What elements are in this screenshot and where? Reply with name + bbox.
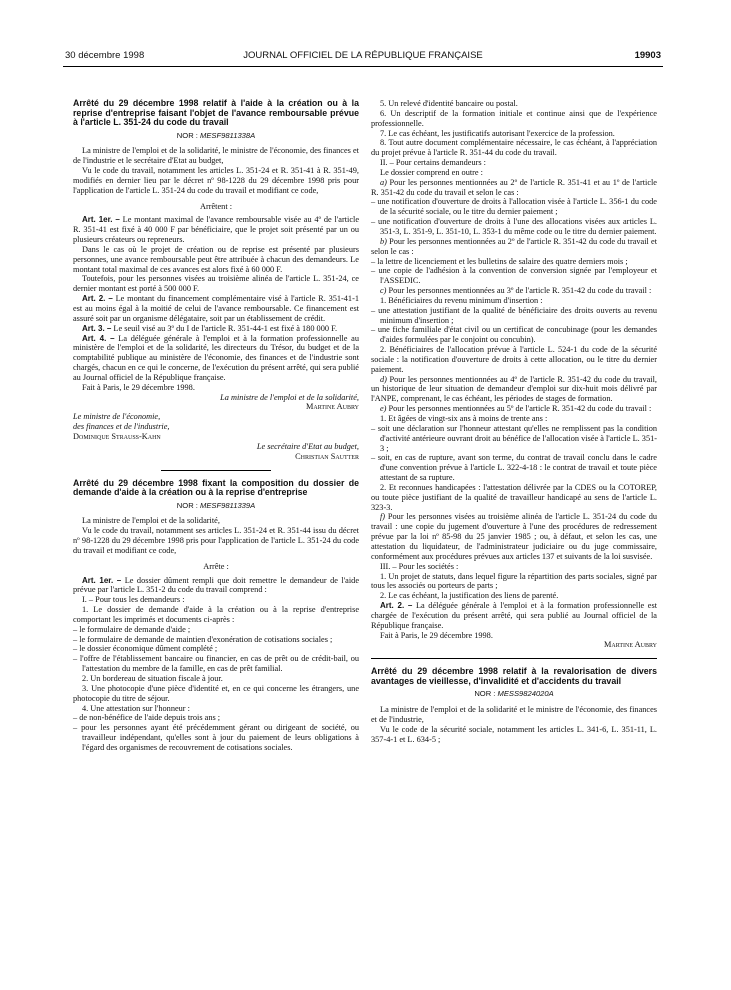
item-i-1: 1. Le dossier de demande d'aide à la création ou à la reprise d'entreprise comportant les imprimés et documents ci-après : (73, 605, 359, 624)
arrete-1-art1: Art. 1er. – Le montant maximal de l'avance remboursable visée au 4º de l'article R. 351-41 est fixé à 40 000 F par bénéficiaire, que le projet soit présenté par un ou plusieurs créateurs ou repreneurs. (73, 215, 360, 245)
section-divider (161, 470, 271, 471)
header-rule (63, 66, 663, 67)
signature-2-name: Dominique Strauss-Kahn (73, 431, 161, 441)
arrete-2-art1: Art. 1er. – Le dossier dûment rempli que doit remettre le demandeur de l'aide prévue par l'article L. 351-2 du code du travail comprend : (73, 575, 359, 595)
arrete-2-title: Arrêté du 29 décembre 1998 fixant la composition du dossier de demande d'aide à la création ou à la reprise d'entreprise (73, 477, 359, 497)
signature-1-role: La ministre de l'emploi et de la solidarité, (220, 392, 359, 402)
item-ii-d: d) Pour les personnes mentionnées au 4º de l'article R. 351-42 du code du travail, un historique de leur situation de demandeur d'emploi sur dix-huit mois délivré par l'ANPE, comprenant, le cas échéant, les périodes de stages de formation. (371, 374, 657, 404)
item-ii-c: c) Pour les personnes mentionnées au 3º de l'article R. 351-42 du code du travail : (380, 286, 652, 296)
list-item: – le dossier économique dûment complété ; (73, 644, 218, 654)
list-item: – une fiche familiale d'état civil ou un certificat de concubinage (pour les demandes d'aides formulées par le conjoint ou concubin). (371, 325, 657, 345)
arrete-2-preamble: La ministre de l'emploi et de la solidarité, (82, 516, 220, 526)
arrete-2-fait: Fait à Paris, le 29 décembre 1998. (380, 630, 493, 640)
header-journal-title: JOURNAL OFFICIEL DE LA RÉPUBLIQUE FRANÇAISE (243, 50, 483, 61)
arrete-2-nor: NOR : MESF9811339A (176, 500, 256, 510)
section-iii-heading: III. – Pour les sociétés : (380, 561, 459, 571)
arrete-3 (371, 667, 657, 744)
item-ii-a: a) Pour les personnes mentionnées au 2º de l'article R. 351-41 et au 1º de l'article R. 351-42 du code du travail et selon le cas : (371, 177, 657, 197)
list-item: – une attestation justifiant de la qualité de bénéficiaire des droits ouverts au revenu minimum d'insertion ; (371, 305, 657, 325)
arrete-3-nor: NOR : MESS9824020A (474, 689, 554, 699)
section-ii-intro: Le dossier comprend en outre : (380, 167, 483, 177)
signature-3-role: Le secrétaire d'Etat au budget, (256, 441, 359, 451)
arrete-3-visa: Vu le code de la sécurité sociale, notamment les articles L. 341-6, L. 351-11, L. 357-4-1 et L. 634-5 ; (371, 724, 657, 744)
section-ii-heading: II. – Pour certains demandeurs : (380, 158, 486, 168)
arrete-1-art1-para2: Dans le cas où le projet de création ou de reprise est présenté par plusieurs personnes, une avance remboursable peut être attribuée à chacun des demandeurs. Le montant total maximal de ces avances est alors fixé à 60 000 F. (73, 244, 359, 274)
item-i-3: 3. Une photocopie d'une pièce d'identité et, en ce qui concerne les étrangers, une photocopie du titre de séjour. (73, 683, 359, 703)
item-ii-e-2: 2. Et reconnues handicapées : l'attestation délivrée par la CDES ou la COTOREP, ou toute pièce justifiant de la qualité de travailleur handicapé au sens de l'article L. 323-3. (371, 482, 657, 512)
item-iii-2: 2. Le cas échéant, la justification des liens de parenté. (380, 591, 559, 601)
arrete-1-art4: Art. 4. – La déléguée générale à l'emploi et à la formation professionnelle au ministère de l'emploi et de la solidarité, les directeurs du Trésor, du budget et de la comptabilité publique au ministère de l'économie, des finances et de l'industrie sont chargés, chacun en ce qui le concerne, de l'exécution du présent arrêté, qui sera publié au Journal officiel de la République française. (73, 333, 359, 382)
item-ii-e-1: 1. Et âgées de vingt-six ans à moins de trente ans : (380, 414, 548, 423)
arrete-1-art2: Art. 2. – Le montant du financement complémentaire visé à l'article R. 351-41-1 est au moins égal à la moitié de celui de l'avance remboursable. Ce financement est assuré soit par un organisme délégataire, soit par un établissement de crédit. (73, 294, 359, 323)
arrete-1 (73, 99, 359, 462)
item-i-4: 4. Une attestation sur l'honneur : (82, 703, 190, 713)
item-ii-c-1: 1. Bénéficiaires du revenu minimum d'insertion : (380, 295, 543, 305)
left-column (73, 99, 359, 753)
list-item: – une copie de l'adhésion à la convention de conversion signée par l'employeur et l'ASSEDIC. (371, 266, 657, 286)
signature-3-name: Christian Sautter (295, 451, 359, 461)
list-item: – la lettre de licenciement et les bulletins de salaire des quatre derniers mois ; (371, 256, 628, 266)
arrete-2-art2: Art. 2. – La déléguée générale à l'emploi et à la formation professionnelle est chargée de l'exécution du présent arrêté, qui sera publié au Journal officiel de la République française. (371, 601, 657, 630)
item-ii-c-2: 2. Bénéficiaires de l'allocation prévue à l'article L. 524-1 du code de la sécurité sociale : la notification d'ouverture de droits à cette allocation, ou le titre du dernier paiement. (371, 345, 657, 374)
arrete-3-title: Arrêté du 29 décembre 1998 relatif à la revalorisation de divers avantages de vieillesse, d'invalidité et d'accidents du travail (371, 666, 657, 686)
list-item: – le formulaire de demande d'aide ; (73, 624, 191, 634)
item-ii-e: e) Pour les personnes mentionnées au 5º de l'article R. 351-42 du code du travail : (380, 404, 652, 414)
item-i-5: 5. Un relevé d'identité bancaire ou postal. (380, 99, 518, 108)
signature-1-name: Martine Aubry (306, 402, 359, 412)
page-header (65, 50, 661, 64)
item-ii-b: b) Pour les personnes mentionnées au 2º de l'article R. 351-42 du code du travail et selon le cas : (371, 236, 657, 256)
list-item: – soit une déclaration sur l'honneur attestant qu'elles ne remplissent pas la condition d'activité antérieure ouvrant droit au bénéfice de l'allocation visée à l'article L. 351-3 ; (371, 423, 658, 453)
arrete-2 (73, 479, 359, 753)
arrete-2-visa: Vu le code du travail, notamment ses articles L. 351-24 et R. 351-44 issu du décret nº 98-1228 du 29 décembre 1998 pris pour l'application de l'article L. 351-24 du code du travail et modifiant ce code, (73, 526, 359, 555)
arrete-1-art3: Art. 3. – Le seuil visé au 3º du I de l'article R. 351-44-1 est fixé à 180 000 F. (82, 323, 338, 333)
list-item: – une notification d'ouverture de droits à l'allocation visée à l'article L. 356-1 du code de la sécurité sociale, ou le titre du dernier paiement ; (371, 197, 657, 217)
arrete-1-arretent: Arrêtent : (199, 201, 233, 211)
arrete-1-title: Arrêté du 29 décembre 1998 relatif à l'aide à la création ou à la reprise d'entreprise faisant l'objet de l'avance remboursable prévue à l'article L. 351-24 du code du travail (73, 98, 359, 127)
item-iii-1: 1. Un projet de statuts, dans lequel figure la répartition des parts sociales, signé par tous les associés ou porteurs de parts ; (371, 571, 657, 591)
list-item: – pour les personnes ayant été précédemment gérant ou dirigeant de société, ou travailleur indépendant, qu'elles sont à jour du paiement de leurs obligations à l'égard des organismes de recouvrement de cotisations sociales. (73, 723, 359, 752)
arrete-1-nor: NOR : MESF9811338A (176, 130, 256, 140)
item-i-7: 7. Le cas échéant, les justificatifs autorisant l'exercice de la profession. (380, 128, 615, 138)
arrete-1-visa: Vu le code du travail, notamment les articles L. 351-24 et R. 351-41 à R. 351-49, modifiés en dernier lieu par le décret nº 98-1228 du 29 décembre 1998 pris pour l'application de l'article L. 351-24 du code du travail et modifiant ce code, (73, 166, 359, 195)
list-item: – l'offre de l'établissement bancaire ou financier, en cas de prêt ou de crédit-bail, ou l'attestation du membre de la famille, en cas de prêt familial. (73, 654, 359, 674)
arrete-1-art1-para3: Toutefois, pour les personnes visées au troisième alinéa de l'article L. 351-24, ce dernier montant est porté à 500 000 F. (73, 274, 359, 294)
section-i-heading: I. – Pour tous les demandeurs : (82, 595, 185, 605)
arrete-1-preamble: La ministre de l'emploi et de la solidarité, le ministre de l'économie, des finances et de l'industrie et le secrétaire d'Etat au budget, (73, 146, 359, 166)
list-item: – soit, en cas de rupture, avant son terme, du contrat de travail conclu dans le cadre d'une convention prévue à l'article L. 322-4-18 : le contrat de travail et toute pièce attestant de sa rupture. (371, 453, 657, 483)
header-page-number: 19903 (634, 50, 661, 61)
item-i-8: 8. Tout autre document complémentaire nécessaire, le cas échéant, à l'appréciation du projet prévue à l'article R. 351-44 du code du travail. (371, 138, 657, 158)
header-date: 30 décembre 1998 (65, 50, 145, 61)
list-item: – une notification d'ouverture de droits à l'une des allocations visées aux articles L. 351-3, L. 351-9, L. 351-10, L. 353-1 du même code ou le titre du dernier paiement. (371, 217, 657, 236)
right-column (371, 99, 657, 744)
arrete-1-fait: Fait à Paris, le 29 décembre 1998. (82, 382, 195, 392)
list-item: – de non-bénéfice de l'aide depuis trois ans ; (73, 713, 221, 723)
item-ii-f: f) Pour les personnes visées au troisième alinéa de l'article L. 351-24 du code du travail : une copie du jugement d'ouverture à l'une des procédures de redressement prévue par la loi nº 85-98 du 25 janvier 1985 ; ou, à défaut, et selon les cas, une attestation du liquidateur, de l'administrateur judiciaire ou du juge commissaire, conformément aux procédures prévues aux articles 137 et suivants de la loi susvisée. (371, 512, 657, 561)
signature-2-role-line1: Le ministre de l'économie, (73, 412, 161, 422)
item-i-2: 2. Un bordereau de situation fiscale à jour. (82, 674, 223, 683)
arrete-2-arrete: Arrête : (203, 561, 229, 571)
signature-2-role-line2: des finances et de l'industrie, (73, 422, 170, 432)
item-i-6: 6. Un descriptif de la formation initiale et continue ainsi que de l'expérience professionnelle. (371, 108, 657, 128)
section-divider (371, 658, 657, 659)
list-item: – le formulaire de demande de maintien d'exonération de cotisations sociales ; (73, 634, 333, 644)
arrete-3-preamble: La ministre de l'emploi et de la solidarité et le ministre de l'économie, des finances et de l'industrie, (371, 705, 657, 724)
signature-arrete-2: Martine Aubry (604, 640, 657, 650)
